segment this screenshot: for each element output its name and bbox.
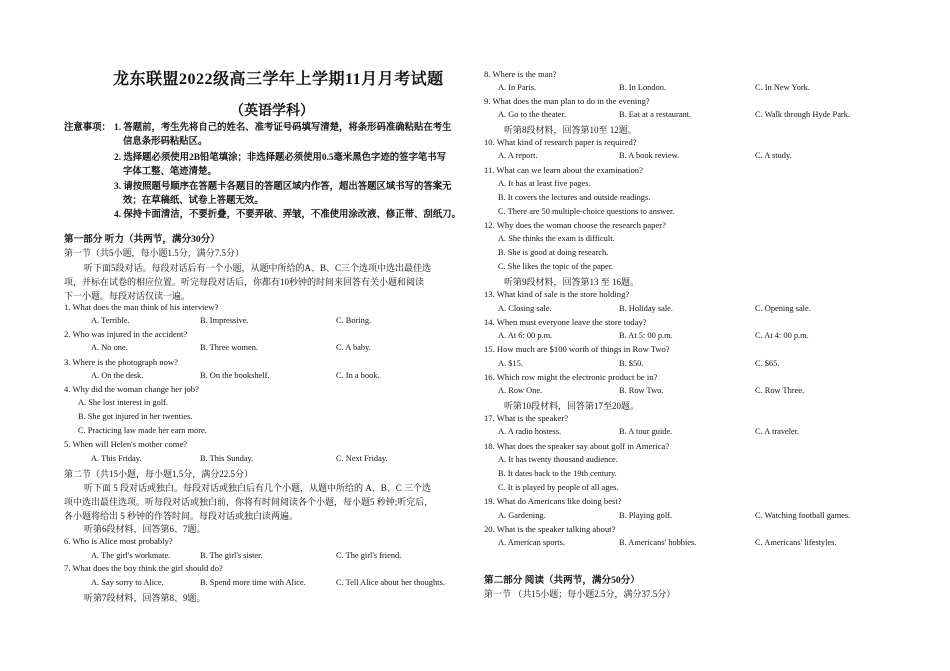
option-b[interactable]: B. In London. (619, 83, 666, 92)
option-b[interactable]: B. This Sunday. (200, 454, 254, 463)
option-b[interactable]: B. Impressive. (200, 316, 249, 325)
option-c[interactable]: C. The girl's friend. (336, 551, 402, 560)
option-a[interactable]: A. $15. (498, 359, 523, 368)
option-c[interactable]: C. Watching football games. (755, 511, 851, 520)
notice-item: 效；在草稿纸、试卷上答题无效。 (123, 196, 264, 206)
option-a[interactable]: A. This Friday. (91, 454, 142, 463)
question-text: 1. What does the man think of his interview? (64, 302, 219, 312)
question-text: 11. What can we learn about the examination? (484, 165, 643, 175)
option-c[interactable]: C. Row Three. (755, 386, 805, 395)
option-b[interactable]: B. Eat at a restaurant. (619, 110, 692, 119)
option-b[interactable]: B. Three women. (200, 343, 258, 352)
option-b[interactable]: B. Row Two. (619, 386, 664, 395)
option-a[interactable]: A. At 6: 00 p.m. (498, 331, 553, 340)
material-note: 听第7段材料，回答第8、9题。 (84, 593, 206, 603)
option-b[interactable]: B. A tour guide. (619, 427, 673, 436)
option-a[interactable]: A. American sports. (498, 538, 565, 547)
question-text: 19. What do Americans like doing best? (484, 496, 622, 506)
material-note: 听第10段材料，回答第17至20题。 (504, 401, 640, 411)
option-b[interactable]: B. On the bookshelf. (200, 371, 270, 380)
section2-instruction: 听下面 5 段对话或独白。每段对话或独白后有几个小题，从题中所给的 A、B、C 三个选 (84, 483, 432, 493)
option-a[interactable]: A. Closing sale. (498, 304, 552, 313)
exam-title: 龙东联盟2022级高三学年上学期11月月考试题 (113, 71, 444, 88)
question-text: 5. When will Helen's mother come? (64, 439, 188, 449)
notice-item: 3. 请按照题号顺序在答题卡各题目的答题区域内作答，超出答题区域书写的答案无 (114, 182, 452, 192)
option-c[interactable]: C. Tell Alice about her thoughts. (336, 578, 445, 587)
part2-section1-title: 第一节 （共15小题；每小题2.5分，满分37.5分） (484, 589, 676, 599)
option-b[interactable]: B. She got injured in her twenties. (78, 412, 193, 421)
option-a[interactable]: A. On the desk. (91, 371, 144, 380)
option-a[interactable]: A. No one. (91, 343, 128, 352)
section1-title: 第一节（共5小题，每小题1.5分，满分7.5分） (64, 248, 245, 258)
option-a[interactable]: A. A report. (498, 151, 538, 160)
section2-title: 第二节（共15小题，每小题1.5分，满分22.5分） (64, 469, 254, 479)
option-c[interactable]: C. $65. (755, 359, 780, 368)
question-text: 6. Who is Alice most probably? (64, 536, 173, 546)
question-text: 8. Where is the man? (484, 69, 557, 79)
option-c[interactable]: C. Next Friday. (336, 454, 388, 463)
question-text: 16. Which row might the electronic product be in? (484, 372, 658, 382)
section1-instruction: 下一小题。每段对话仅读一遍。 (64, 291, 191, 301)
option-b[interactable]: B. It covers the lectures and outside readings. (498, 193, 651, 202)
option-c[interactable]: C. Opening sale. (755, 304, 811, 313)
option-a[interactable]: A. Say sorry to Alice. (91, 578, 164, 587)
question-text: 20. What is the speaker talking about? (484, 524, 616, 534)
material-note: 听第8段材料，回答第10至 12题。 (504, 125, 637, 135)
option-b[interactable]: B. Playing golf. (619, 511, 673, 520)
option-c[interactable]: C. In a book. (336, 371, 380, 380)
notice-label: 注意事项： (64, 123, 111, 133)
section2-instruction: 项中选出最佳选项。听每段对话或独白前，你将有时间阅读各个小题，每小题5 秒钟;听完后， (64, 497, 434, 507)
option-a[interactable]: A. In Paris. (498, 83, 537, 92)
section1-instruction: 听下面5段对话。每段对话后有一个小题，从题中所给的A、B、C三个选项中选出最佳选 (84, 263, 432, 273)
question-text: 12. Why does the woman choose the research paper? (484, 220, 666, 230)
option-b[interactable]: B. She is good at doing research. (498, 248, 609, 257)
option-c[interactable]: C. In New York. (755, 83, 810, 92)
exam-subject: （英语学科） (230, 104, 314, 119)
question-text: 4. Why did the woman change her job? (64, 384, 199, 394)
material-note: 听第6段材料，回答第6、7题。 (84, 524, 206, 534)
question-text: 14. When must everyone leave the store today? (484, 317, 647, 327)
notice-item: 字体工整、笔迹清楚。 (123, 167, 217, 177)
option-b[interactable]: B. At 5: 00 p.m. (619, 331, 673, 340)
question-text: 17. What is the speaker? (484, 413, 569, 423)
option-b[interactable]: B. Holiday sale. (619, 304, 673, 313)
question-text: 2. Who was injured in the accident? (64, 329, 188, 339)
option-c[interactable]: C. A baby. (336, 343, 371, 352)
option-c[interactable]: C. At 4: 00 p.m. (755, 331, 809, 340)
option-c[interactable]: C. It is played by people of all ages. (498, 483, 619, 492)
question-text: 7. What does the boy think the girl should do? (64, 563, 223, 573)
section1-instruction: 项，并标在试卷的相应位置。听完每段对话后，你都有10秒钟的时间来回答有关小题和阅读 (64, 277, 425, 287)
option-a[interactable]: A. A radio hostess. (498, 427, 562, 436)
option-a[interactable]: A. Gardening. (498, 511, 546, 520)
question-text: 3. Where is the photograph now? (64, 357, 178, 367)
option-c[interactable]: C. Walk through Hyde Park. (755, 110, 851, 119)
option-b[interactable]: B. It dates back to the 19th century. (498, 469, 617, 478)
option-b[interactable]: B. $50. (619, 359, 644, 368)
notice-item: 4. 保持卡面清洁，不要折叠，不要弄破、弄皱，不准使用涂改液、修正带、刮纸刀。 (114, 210, 461, 220)
option-a[interactable]: A. The girl's workmate. (91, 551, 171, 560)
question-text: 9. What does the man plan to do in the evening? (484, 96, 650, 106)
option-a[interactable]: A. It has at least five pages. (498, 179, 591, 188)
option-c[interactable]: C. A traveler. (755, 427, 800, 436)
question-text: 18. What does the speaker say about golf in America? (484, 441, 670, 451)
part1-heading: 第一部分 听力（共两节，满分30分） (64, 234, 220, 245)
option-b[interactable]: B. Americans' hobbies. (619, 538, 697, 547)
option-c[interactable]: C. She likes the topic of the paper. (498, 262, 614, 271)
question-text: 10. What kind of research paper is required? (484, 137, 637, 147)
notice-item: 2. 选择题必须使用2B铅笔填涂；非选择题必须使用0.5毫米黑色字迹的签字笔书写 (114, 153, 447, 163)
question-text: 13. What kind of sale is the store holding? (484, 289, 630, 299)
section2-instruction: 各小题将给出 5 秒钟的作答时间。每段对话或独白读两遍。 (64, 511, 299, 521)
option-c[interactable]: C. A study. (755, 151, 792, 160)
option-c[interactable]: C. There are 50 multiple-choice questions to answer. (498, 207, 675, 216)
option-a[interactable]: A. She thinks the exam is difficult. (498, 234, 615, 243)
question-text: 15. How much are $100 worth of things in Row Two? (484, 344, 670, 354)
option-a[interactable]: A. It has twenty thousand audience. (498, 455, 618, 464)
notice-item: 信息条形码粘贴区。 (123, 137, 208, 147)
option-a[interactable]: A. Go to the theater. (498, 110, 566, 119)
part2-heading: 第二部分 阅读（共两节，满分50分） (484, 575, 640, 586)
option-a[interactable]: A. Terrible. (91, 316, 130, 325)
option-c[interactable]: C. Practicing law made her earn more. (78, 426, 207, 435)
option-b[interactable]: B. Spend more time with Alice. (200, 578, 306, 587)
material-note: 听第9段材料，回答第13 至 16题。 (504, 277, 640, 287)
notice-item: 1. 答题前，考生先将自己的姓名、准考证号码填写清楚，将条形码准确粘贴在考生 (114, 123, 452, 133)
option-b[interactable]: B. A book review. (619, 151, 680, 160)
option-c[interactable]: C. Boring. (336, 316, 372, 325)
option-a[interactable]: A. Row One. (498, 386, 543, 395)
option-c[interactable]: C. Americans' lifestyles. (755, 538, 837, 547)
option-a[interactable]: A. She lost interest in golf. (78, 398, 169, 407)
option-b[interactable]: B. The girl's sister. (200, 551, 263, 560)
